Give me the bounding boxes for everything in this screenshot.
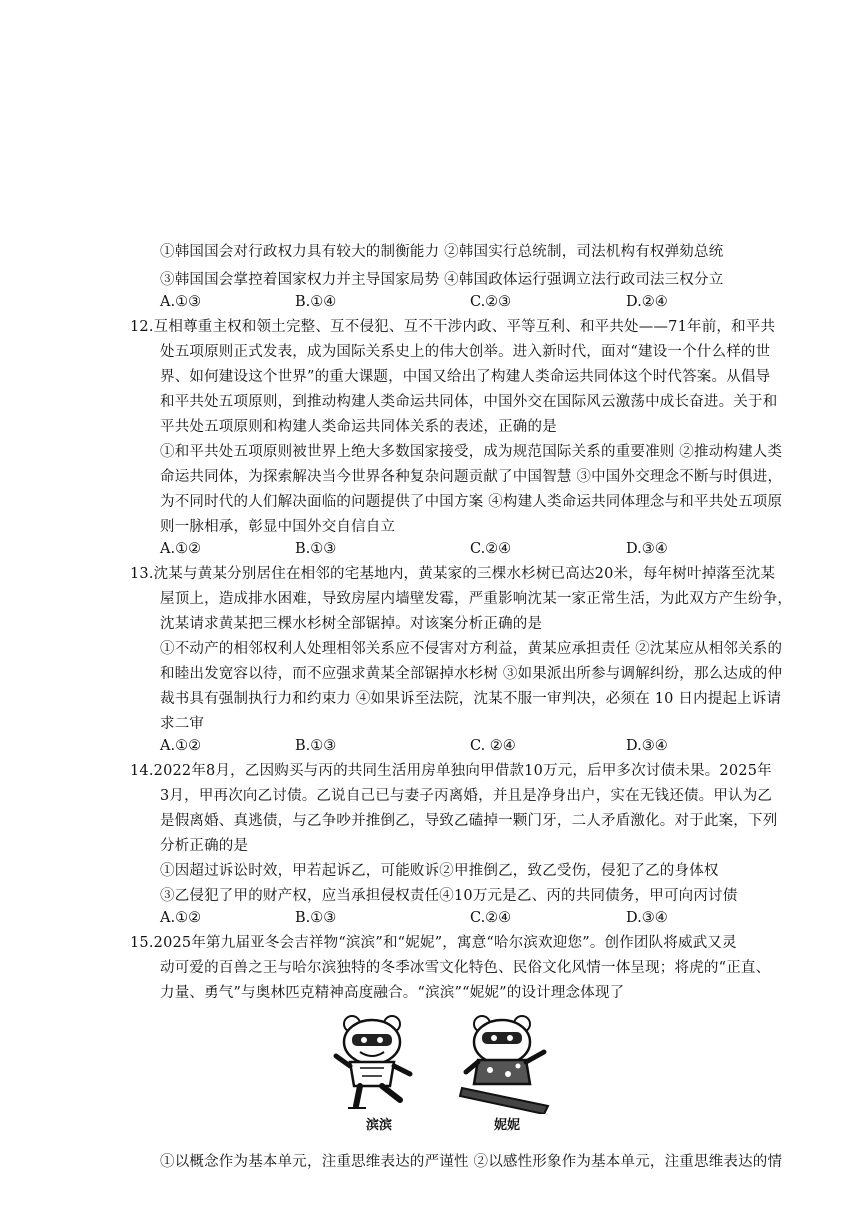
q15-line-1: 15.2025年第九届亚冬会吉祥物“滨滨”和“妮妮”，寓意“哈尔滨欢迎您”。创作团队将威武又灵: [130, 935, 737, 951]
q14-line-5: ①因超过诉讼时效，甲若起诉乙，可能败诉②甲推倒乙，致乙受伤，侵犯了乙的身体权: [160, 863, 719, 879]
q13-option-a[interactable]: A.①②: [160, 738, 202, 754]
q13-line-4: ①不动产的相邻权利人处理相邻关系应不侵害对方利益，黄某应承担责任 ②沈某应从相邻关系的: [160, 641, 783, 657]
q13-option-d[interactable]: D.③④: [626, 738, 668, 754]
q12-option-b[interactable]: B.①③: [295, 541, 337, 557]
q13-line-1: 13.沈某与黄某分别居住在相邻的宅基地内，黄某家的三棵水杉树已高达20米，每年树叶掉落至沈某: [130, 566, 776, 582]
q12-line-7: 命运共同体，为探索解决当今世界各种复杂问题贡献了中国智慧 ③中国外交理念不断与时俱进，: [160, 469, 783, 485]
q14-option-c[interactable]: C.②④: [470, 910, 512, 926]
q11-statement-1-2: ①韩国国会对行政权力具有较大的制衡能力 ②韩国实行总统制，司法机构有权弹劾总统: [160, 244, 724, 260]
q11-option-d[interactable]: D.②④: [626, 294, 668, 310]
q12-options: [160, 541, 760, 563]
q14-option-d[interactable]: D.③④: [626, 910, 668, 926]
mascot-figure: [330, 1010, 560, 1138]
q14-line-1: 14.2022年8月，乙因购买与丙的共同生活用房单独向甲借款10万元，后甲多次讨债未果。2025年: [130, 763, 772, 779]
q13-line-2: 屋顶上，造成排水困难，导致房屋内墙壁发霉，严重影响沈某一家正常生活，为此双方产生纷争，: [160, 591, 793, 607]
q14-options: [160, 910, 760, 932]
q11-option-a[interactable]: A.①③: [160, 294, 202, 310]
q13-line-6: 裁书具有强制执行力和约束力 ④如果诉至法院，沈某不服一审判决，必须在 10 日内提起上诉请: [160, 691, 782, 707]
binbin-caption: 滨滨: [366, 1118, 393, 1133]
binbin-mascot-illustration: [330, 1010, 430, 1114]
q12-line-5: 平共处五项原则和构建人类命运共同体关系的表述，正确的是: [160, 419, 557, 435]
q11-option-b[interactable]: B.①④: [295, 294, 337, 310]
q11-statement-3-4: ③韩国国会掌控着国家权力并主导国家局势 ④韩国政体运行强调立法行政司法三权分立: [160, 272, 724, 288]
q15-line-3: 力量、勇气”与奥林匹克精神高度融合。“滨滨”“妮妮”的设计理念体现了: [160, 985, 625, 1001]
q12-line-3: 界、如何建设这个世界”的重大课题，中国又给出了构建人类命运共同体这个时代答案。从倡导: [160, 369, 771, 385]
q12-line-4: 和平共处五项原则，到推动构建人类命运共同体，中国外交在国际风云激荡中成长奋进。关于和: [160, 394, 778, 410]
q13-option-b[interactable]: B.①③: [295, 738, 337, 754]
q14-line-2: 3月，甲再次向乙讨债。乙说自己已与妻子丙离婚，并且是净身出户，实在无钱还债。甲认为乙: [160, 788, 773, 804]
q14-line-4: 分析正确的是: [160, 838, 249, 854]
q12-line-8: 为不同时代的人们解决面临的问题提供了中国方案 ④构建人类命运共同体理念与和平共处五项原: [160, 494, 783, 510]
q12-line-1: 12.互相尊重主权和领土完整、互不侵犯、互不干涉内政、平等互利、和平共处——71年前，和平共: [130, 319, 776, 335]
q14-line-3: 是假离婚、真逃债，与乙争吵并推倒乙，导致乙磕掉一颗门牙，二人矛盾激化。对于此案，下列: [160, 813, 778, 829]
q11-option-c[interactable]: C.②③: [470, 294, 512, 310]
nini-mascot-illustration: [458, 1010, 558, 1114]
q11-options: [160, 294, 760, 316]
q12-line-6: ①和平共处五项原则被世界上绝大多数国家接受，成为规范国际关系的重要准则 ②推动构建人类: [160, 444, 783, 460]
q14-option-b[interactable]: B.①③: [295, 910, 337, 926]
q13-line-3: 沈某请求黄某把三棵水杉树全部锯掉。对该案分析正确的是: [160, 616, 543, 632]
q13-line-7: 求二审: [160, 716, 205, 732]
q13-option-c[interactable]: C. ②④: [470, 738, 516, 754]
q14-line-6: ③乙侵犯了甲的财产权，应当承担侵权责任④10万元是乙、丙的共同债务，甲可向丙讨债: [160, 888, 738, 904]
q13-line-5: 和睦出发宽容以待，而不应强求黄某全部锯掉水杉树 ③如果派出所参与调解纠纷，那么达成的仲: [160, 666, 783, 682]
q12-option-a[interactable]: A.①②: [160, 541, 202, 557]
q12-option-c[interactable]: C.②④: [470, 541, 512, 557]
nini-caption: 妮妮: [494, 1118, 521, 1133]
q14-option-a[interactable]: A.①②: [160, 910, 202, 926]
q12-option-d[interactable]: D.③④: [626, 541, 668, 557]
q15-statement-line: ①以概念作为基本单元，注重思维表达的严谨性 ②以感性形象作为基本单元，注重思维表达的情: [160, 1154, 783, 1170]
q12-line-2: 处五项原则正式发表，成为国际关系史上的伟大创举。进入新时代，面对“建设一个什么样的世: [160, 344, 771, 360]
q13-options: [160, 738, 760, 760]
q15-line-2: 动可爱的百兽之王与哈尔滨独特的冬季冰雪文化特色、民俗文化风情一体呈现；将虎的“正直、: [160, 960, 771, 976]
q12-line-9: 则一脉相承，彰显中国外交自信自立: [160, 519, 396, 535]
